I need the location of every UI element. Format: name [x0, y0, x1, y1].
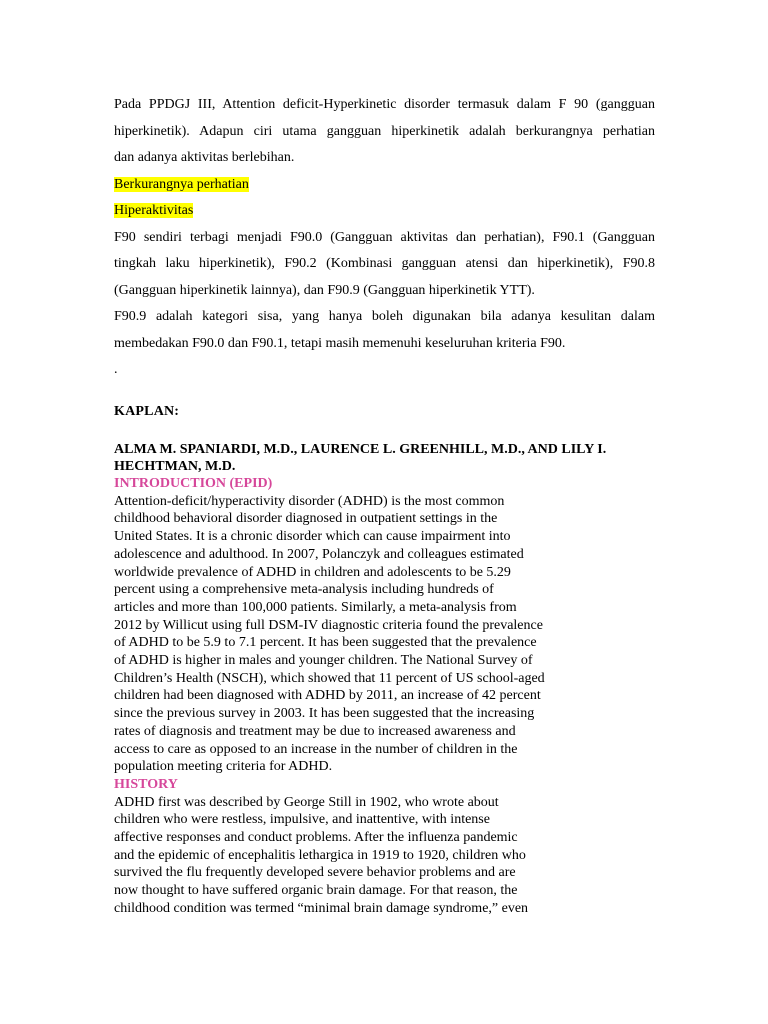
text-line: now thought to have suffered organic brain damage. For that reason, the	[114, 883, 518, 899]
text-line: childhood behavioral disorder diagnosed in outpatient settings in the	[114, 511, 498, 527]
text-line: F90 sendiri terbagi menjadi F90.0 (Gangguan aktivitas dan perhatian), F90.1 (Gangguan	[114, 229, 655, 245]
text-line: survived the flu frequently developed severe behavior problems and are	[114, 865, 516, 881]
text-line: hiperkinetik). Adapun ciri utama gangguan hiperkinetik adalah berkurangnya perhatian	[114, 123, 655, 139]
text-line: of ADHD is higher in males and younger children. The National Survey of	[114, 653, 533, 669]
text-line: United States. It is a chronic disorder which can cause impairment into	[114, 529, 511, 545]
text-line: tingkah laku hiperkinetik), F90.2 (Kombinasi gangguan atensi dan hiperkinetik), F90.8	[114, 256, 655, 271]
paragraph-ppdgj	[114, 92, 655, 172]
text-line: F90.9 adalah kategori sisa, yang hanya boleh digunakan bila adanya kesulitan dalam	[114, 309, 655, 324]
text-line: Pada PPDGJ III, Attention deficit-Hyperkinetic disorder termasuk dalam F 90 (gangguan	[114, 97, 655, 112]
text-line: ADHD first was described by George Still in 1902, who wrote about	[114, 794, 499, 810]
authors-line: ALMA M. SPANIARDI, M.D., LAURENCE L. GREENHILL, M.D., AND LILY I.	[114, 442, 607, 457]
text-line: percent using a comprehensive meta-analysis including hundreds of	[114, 582, 494, 598]
text-line: population meeting criteria for ADHD.	[114, 759, 333, 775]
text-line: worldwide prevalence of ADHD in children and adolescents to be 5.29	[114, 564, 511, 580]
text-line: articles and more than 100,000 patients. Similarly, a meta-analysis from	[114, 599, 517, 615]
text-line: and the epidemic of encephalitis lethargica in 1919 to 1920, children who	[114, 847, 526, 863]
highlight-line-2	[114, 198, 655, 225]
text-line: membedakan F90.0 dan F90.1, tetapi masih memenuhi keseluruhan kriteria F90.	[114, 335, 566, 351]
text-line: of ADHD to be 5.9 to 7.1 percent. It has been suggested that the prevalence	[114, 635, 537, 651]
authors-heading	[114, 441, 655, 475]
paragraph-f90-subtypes	[114, 225, 655, 305]
text-line: children had been diagnosed with ADHD by 2011, an increase of 42 percent	[114, 688, 541, 704]
text-line: childhood condition was termed “minimal brain damage syndrome,” even	[114, 900, 529, 916]
text-line: rates of diagnosis and treatment may be due to increased awareness and	[114, 723, 516, 739]
text-line: Attention-deficit/hyperactivity disorder (ADHD) is the most common	[114, 493, 505, 509]
indonesian-section	[114, 92, 655, 384]
highlighted-text-hiperaktivitas: Hiperaktivitas	[114, 203, 194, 218]
text-line: since the previous survey in 2003. It has been suggested that the increasing	[114, 706, 535, 722]
text-line: children who were restless, impulsive, and inattentive, with intense	[114, 812, 490, 828]
highlighted-text-berkurangnya: Berkurangnya perhatian	[114, 176, 249, 192]
text-line: affective responses and conduct problems. After the influenza pandemic	[114, 830, 518, 846]
introduction-heading: INTRODUCTION (EPID)	[114, 476, 273, 491]
kaplan-heading: KAPLAN:	[114, 404, 180, 419]
text-line: (Gangguan hiperkinetik lainnya), dan F90.9 (Gangguan hiperkinetik YTT).	[114, 282, 535, 298]
stray-dot: .	[114, 362, 118, 377]
text-line: access to care as opposed to an increase in the number of children in the	[114, 741, 518, 757]
introduction-body	[114, 493, 584, 776]
text-line: 2012 by Willicut using full DSM-IV diagnostic criteria found the prevalence	[114, 617, 543, 633]
text-line: adolescence and adulthood. In 2007, Polanczyk and colleagues estimated	[114, 546, 524, 562]
paragraph-f90-9	[114, 304, 655, 357]
authors-line: HECHTMAN, M.D.	[114, 459, 236, 474]
history-heading: HISTORY	[114, 776, 178, 792]
text-line: Children’s Health (NSCH), which showed that 11 percent of US school-aged	[114, 670, 545, 686]
highlight-line-1	[114, 172, 655, 199]
history-body	[114, 794, 584, 918]
english-section	[114, 475, 584, 918]
text-line: dan adanya aktivitas berlebihan.	[114, 150, 295, 165]
